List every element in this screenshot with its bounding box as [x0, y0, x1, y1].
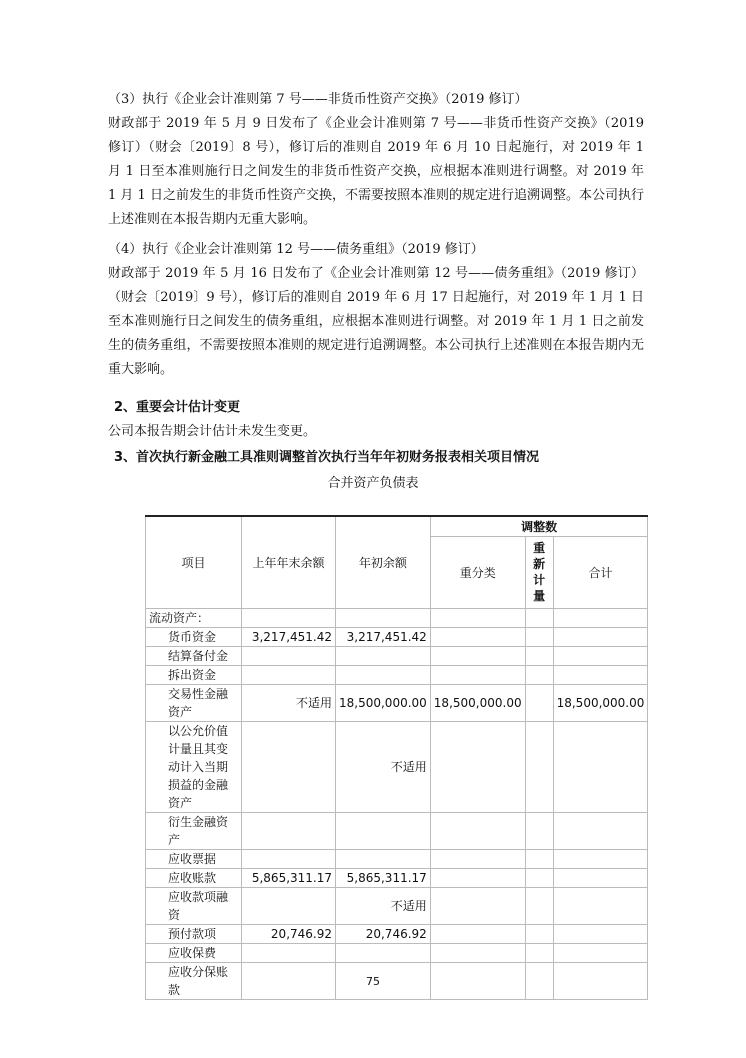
- cell-opening-balance: [336, 812, 431, 849]
- header-opening-balance: 年初余额: [336, 516, 431, 608]
- cell-remeasurement: [525, 608, 553, 627]
- page-number: 75: [366, 975, 380, 988]
- cell-total: [553, 627, 648, 646]
- section-3-body: 财政部于 2019 年 5 月 9 日发布了《企业会计准则第 7 号——非货币性资产交换》（2019 修订）（财会〔2019〕8 号），修订后的准则自 2019 年 6 月 10 日起施行，对 2019 年 1 月 1 日至本准则施行日之间发生的非货币性资产交换，应根据本准则进行调整。对 2019 年 1 月 1 日之前发生的非货币性资产交换，不需要按照本准则的规定进行追溯调整。本公司执行上述准则在本报告期内无重大影响。: [108, 116, 644, 227]
- cell-reclassification: [430, 812, 525, 849]
- heading-number: 3、: [113, 450, 136, 465]
- cell-total: [553, 721, 648, 812]
- heading-text: 重要会计估计变更: [136, 400, 241, 415]
- row-label: 拆出资金: [146, 665, 242, 684]
- row-label: 结算备付金: [146, 646, 242, 665]
- section-4-title: （4）执行《企业会计准则第 12 号——债务重组》（2019 修订）: [108, 242, 484, 257]
- cell-opening-balance: [336, 665, 431, 684]
- table-row: [146, 627, 648, 646]
- heading-text: 首次执行新金融工具准则调整首次执行当年年初财务报表相关项目情况: [136, 450, 540, 465]
- heading-number: 2、: [113, 400, 136, 415]
- cell-prior-year-end: [242, 943, 336, 962]
- table-row: [146, 721, 648, 812]
- cell-reclassification: [430, 868, 525, 887]
- cell-prior-year-end: [242, 849, 336, 868]
- row-label: 应收账款: [146, 868, 242, 887]
- table-row: [146, 887, 648, 924]
- cell-opening-balance: 不适用: [336, 887, 431, 924]
- cell-opening-balance: [336, 849, 431, 868]
- header-reclassification: 重分类: [430, 536, 525, 608]
- table-caption: 合并资产负债表: [327, 476, 419, 491]
- row-label: 应收票据: [146, 849, 242, 868]
- row-label: 预付款项: [146, 924, 242, 943]
- cell-remeasurement: [525, 849, 553, 868]
- table-row: [146, 684, 648, 721]
- cell-opening-balance: [336, 646, 431, 665]
- cell-reclassification: [430, 924, 525, 943]
- table-row: [146, 849, 648, 868]
- header-remeasurement: 重新计量: [525, 536, 553, 608]
- table-row: [146, 812, 648, 849]
- header-prior-year-end: 上年年末余额: [242, 516, 336, 608]
- cell-prior-year-end: 20,746.92: [242, 924, 336, 943]
- header-adjustment: 调整数: [430, 516, 648, 536]
- cell-prior-year-end: [242, 608, 336, 627]
- section-3-title: （3）执行《企业会计准则第 7 号——非货币性资产交换》（2019 修订）: [108, 92, 528, 107]
- cell-remeasurement: [525, 665, 553, 684]
- cell-prior-year-end: [242, 665, 336, 684]
- header-total: 合计: [553, 536, 648, 608]
- row-label: 以公允价值计量且其变动计入当期损益的金融资产: [146, 721, 242, 812]
- cell-prior-year-end: 3,217,451.42: [242, 627, 336, 646]
- cell-opening-balance: 5,865,311.17: [336, 868, 431, 887]
- cell-remeasurement: [525, 943, 553, 962]
- row-label: 应收款项融资: [146, 887, 242, 924]
- row-label: 流动资产：: [146, 608, 242, 627]
- cell-opening-balance: 3,217,451.42: [336, 627, 431, 646]
- section-4-body: 财政部于 2019 年 5 月 16 日发布了《企业会计准则第 12 号——债务重组》（2019 修订）（财会〔2019〕9 号），修订后的准则自 2019 年 6 月 17 日起施行，对 2019 年 1 月 1 日至本准则施行日之间发生的债务重组，应根据本准则进行调整。对 2019 年 1 月 1 日之前发生的债务重组，不需要按照本准则的规定进行追溯调整。本公司执行上述准则在本报告期内无重大影响。: [108, 266, 644, 377]
- cell-total: [553, 868, 648, 887]
- cell-remeasurement: [525, 812, 553, 849]
- cell-prior-year-end: 不适用: [242, 684, 336, 721]
- cell-opening-balance: [336, 608, 431, 627]
- cell-total: [553, 812, 648, 849]
- cell-opening-balance: [336, 943, 431, 962]
- cell-opening-balance: 20,746.92: [336, 924, 431, 943]
- row-label: 衍生金融资产: [146, 812, 242, 849]
- header-item: 项目: [146, 516, 242, 608]
- cell-reclassification: [430, 627, 525, 646]
- row-label: 交易性金融资产: [146, 684, 242, 721]
- heading-estimate-change: [108, 396, 240, 415]
- cell-reclassification: [430, 721, 525, 812]
- cell-remeasurement: [525, 627, 553, 646]
- cell-reclassification: [430, 665, 525, 684]
- cell-reclassification: 18,500,000.00: [430, 684, 525, 721]
- row-label: 应收保费: [146, 943, 242, 962]
- cell-total: 18,500,000.00: [553, 684, 648, 721]
- cell-remeasurement: [525, 721, 553, 812]
- cell-total: [553, 849, 648, 868]
- table-row: [146, 924, 648, 943]
- cell-reclassification: [430, 943, 525, 962]
- cell-prior-year-end: [242, 812, 336, 849]
- cell-total: [553, 646, 648, 665]
- cell-remeasurement: [525, 646, 553, 665]
- heading-first-adoption: [108, 446, 539, 465]
- cell-total: [553, 924, 648, 943]
- row-label: 应收分保账款: [146, 962, 242, 999]
- cell-prior-year-end: 5,865,311.17: [242, 868, 336, 887]
- cell-reclassification: [430, 849, 525, 868]
- cell-opening-balance: 18,500,000.00: [336, 684, 431, 721]
- cell-reclassification: [430, 887, 525, 924]
- row-label: 货币资金: [146, 627, 242, 646]
- table-row: [146, 608, 648, 627]
- cell-reclassification: [430, 646, 525, 665]
- cell-reclassification: [430, 608, 525, 627]
- cell-prior-year-end: [242, 646, 336, 665]
- cell-prior-year-end: [242, 721, 336, 812]
- table-row: [146, 665, 648, 684]
- cell-remeasurement: [525, 924, 553, 943]
- cell-remeasurement: [525, 868, 553, 887]
- table-row: [146, 868, 648, 887]
- estimate-change-body: 公司本报告期会计估计未发生变更。: [108, 424, 317, 439]
- cell-total: [553, 943, 648, 962]
- table-row: [146, 646, 648, 665]
- cell-remeasurement: [525, 684, 553, 721]
- cell-opening-balance: 不适用: [336, 721, 431, 812]
- cell-prior-year-end: [242, 887, 336, 924]
- cell-total: [553, 887, 648, 924]
- cell-total: [553, 608, 648, 627]
- cell-total: [553, 665, 648, 684]
- cell-remeasurement: [525, 887, 553, 924]
- table-row: [146, 943, 648, 962]
- balance-sheet-table: [145, 515, 648, 1000]
